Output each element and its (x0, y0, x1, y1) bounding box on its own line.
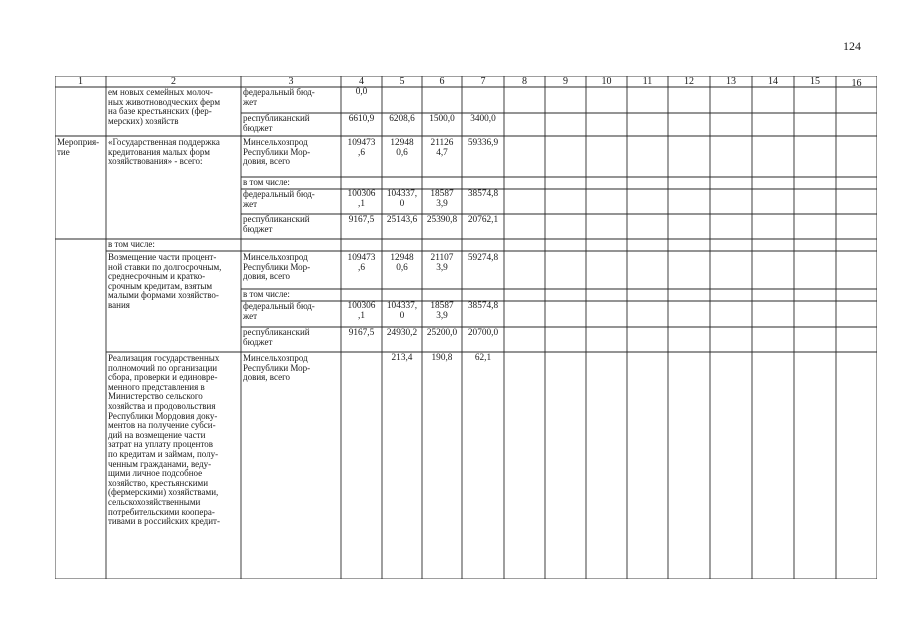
row2-federal-col7: 38574,8 (467, 189, 499, 199)
row2-republic-col6: 25390,8 (426, 215, 458, 225)
row2-source-federal: федеральный бюд- жет (243, 189, 315, 209)
row2-including-label: в том числе: (243, 177, 290, 187)
row4-republic-col6: 25200,0 (426, 328, 458, 338)
col-header-14: 14 (768, 76, 778, 87)
page-number: 124 (843, 39, 861, 53)
row4-source-total: Минсельхозпрод Республики Мор- довия, всего (243, 252, 311, 282)
row4-republic-col4: 9167,5 (348, 328, 375, 338)
budget-table (55, 76, 877, 579)
row4-federal-col4: 100306 ,1 (347, 301, 376, 321)
row2-republic-col5: 25143,6 (386, 215, 418, 225)
row5-description: Реализация государственных полномочий по организации сбора, проверки и единовре- менного представления в Министерство сельского хозяйства и продовольствия Республики Мордовия доку- ментов на получение субси- дий на возмещение части затрат на уплату процентов по кредитам и займам, полу- ченным гражданами, веду- щими личное подсобное хозяйство, крестьянскими (фермерскими) хозяйствами, сельскохозяйственными потребительскими коопера- тивами в российских кредит- (108, 353, 220, 527)
row4-including-label: в том числе: (243, 289, 290, 299)
row1-description: ем новых семейных молоч- ных животноводческих ферм на базе крестьянских (фер- мерских) хозяйств (108, 87, 221, 126)
row1-republic-col4: 6610,9 (348, 114, 375, 124)
col-header-15: 15 (810, 76, 820, 87)
row2-total-col6: 21126 4,7 (430, 138, 454, 158)
row2-republic-col4: 9167,5 (348, 215, 375, 225)
row5-total-col7: 62,1 (474, 353, 492, 363)
col-header-6: 6 (439, 76, 445, 87)
row4-total-col7: 59274,8 (467, 253, 499, 263)
row2-description: «Государственная поддержка кредитования малых форм хозяйствования» - всего: (108, 137, 220, 167)
row2-federal-col6: 18587 3,9 (430, 189, 454, 209)
row2-total-col4: 109473 ,6 (347, 138, 376, 158)
row2-type: Мероприя- тие (57, 137, 100, 157)
col-header-10: 10 (601, 76, 612, 87)
row5-total-col6: 190,8 (431, 353, 453, 363)
row4-source-federal: федеральный бюд- жет (243, 301, 315, 321)
col-header-7: 7 (480, 76, 486, 87)
row2-source-republic: республиканский бюджет (243, 214, 310, 234)
row2-federal-col5: 104337, 0 (386, 189, 418, 209)
row4-total-col5: 12948 0,6 (390, 253, 414, 273)
row4-total-col4: 109473 ,6 (347, 253, 376, 273)
row4-republic-col7: 20700,0 (467, 328, 499, 338)
col-header-9: 9 (563, 76, 568, 87)
col-header-4: 4 (359, 76, 364, 87)
row1-republic-col6: 1500,0 (429, 114, 455, 124)
row5-source-total: Минсельхозпрод Республики Мор- довия, всего (243, 353, 311, 383)
col-header-11: 11 (642, 76, 653, 87)
row4-federal-col6: 18587 3,9 (430, 301, 454, 321)
row4-total-col6: 21107 3,9 (430, 253, 454, 273)
row1-republic-col5: 6208,6 (389, 114, 415, 124)
row2-republic-col7: 20762,1 (467, 215, 499, 225)
row1-federal-col4: 0,0 (355, 87, 368, 97)
row4-federal-col7: 38574,8 (467, 301, 499, 311)
row2-total-col7: 59336,9 (467, 138, 499, 148)
row1-source-federal: федеральный бюд- жет (243, 87, 315, 107)
col-header-13: 13 (726, 76, 736, 87)
col-header-2: 2 (171, 76, 176, 87)
row4-federal-col5: 104337, 0 (386, 301, 418, 321)
row1-source-republic: республиканский бюджет (243, 113, 310, 133)
row4-description: Возмещение части процент- ной ставки по долгосрочным, среднесрочным и кратко- срочным кредитам, взятым малыми формами хозяйство- вания (108, 252, 222, 310)
row5-total-col5: 213,4 (391, 353, 413, 363)
row1-republic-col7: 3400,0 (470, 114, 496, 124)
row4-republic-col5: 24930,2 (386, 328, 418, 338)
row2-total-col5: 12948 0,6 (390, 138, 414, 158)
row3-including-label: в том числе: (108, 239, 155, 249)
row2-federal-col4: 100306 ,1 (347, 189, 376, 209)
col-header-1: 1 (78, 76, 83, 87)
row2-source-total: Минсельхозпрод Республики Мор- довия, всего (243, 137, 311, 167)
col-header-5: 5 (399, 76, 405, 87)
col-header-3: 3 (288, 76, 294, 87)
row4-source-republic: республиканский бюджет (243, 327, 310, 347)
col-header-16: 16 (851, 78, 862, 89)
col-header-12: 12 (684, 76, 694, 87)
col-header-8: 8 (522, 76, 527, 87)
